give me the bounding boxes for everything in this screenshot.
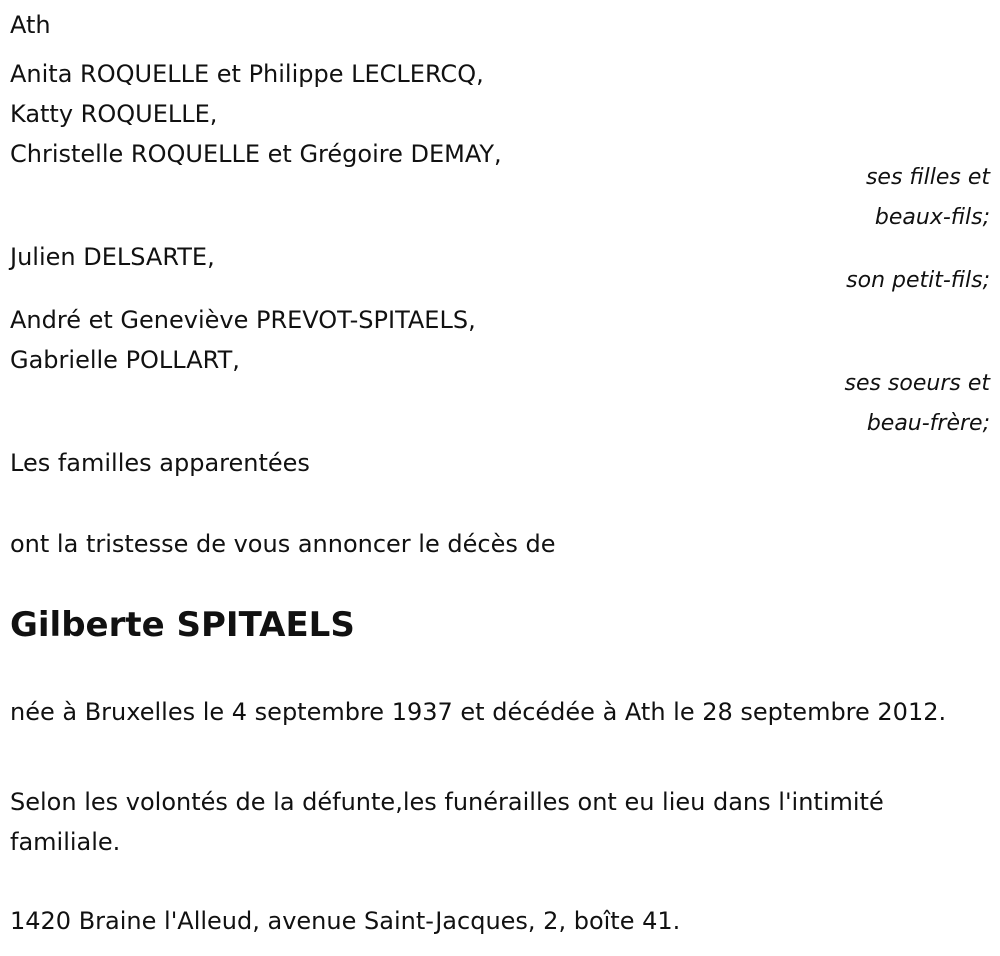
grandson-line: Julien DELSARTE, [10, 243, 215, 271]
grandson-relation: son petit-fils; [846, 268, 990, 293]
daughter-line-3: Christelle ROQUELLE et Grégoire DEMAY, [10, 140, 502, 168]
siblings-relation-line-1: ses soeurs et [844, 371, 990, 396]
daughter-line-1: Anita ROQUELLE et Philippe LECLERCQ, [10, 60, 484, 88]
families-line: Les familles apparentées [10, 449, 310, 477]
sibling-line-1: André et Geneviève PREVOT-SPITAELS, [10, 306, 476, 334]
funeral-paragraph: Selon les volontés de la défunte,les funérailles ont eu lieu dans l'intimité familiale. [10, 788, 884, 856]
daughters-relation-line-1: ses filles et [865, 165, 990, 190]
daughter-line-2: Katty ROQUELLE, [10, 100, 218, 128]
siblings-relation-line-2: beau-frère; [866, 411, 990, 436]
sibling-line-2: Gabrielle POLLART, [10, 346, 240, 374]
announcement-line: ont la tristesse de vous annoncer le décès de [10, 530, 556, 558]
birth-death-paragraph: née à Bruxelles le 4 septembre 1937 et décédée à Ath le 28 septembre 2012. [10, 698, 947, 726]
place-heading: Ath [10, 11, 51, 39]
daughters-relation-line-2: beaux-fils; [874, 205, 990, 230]
address-line: 1420 Braine l'Alleud, avenue Saint-Jacques, 2, boîte 41. [10, 907, 681, 935]
deceased-name: Gilberte SPITAELS [10, 605, 355, 645]
